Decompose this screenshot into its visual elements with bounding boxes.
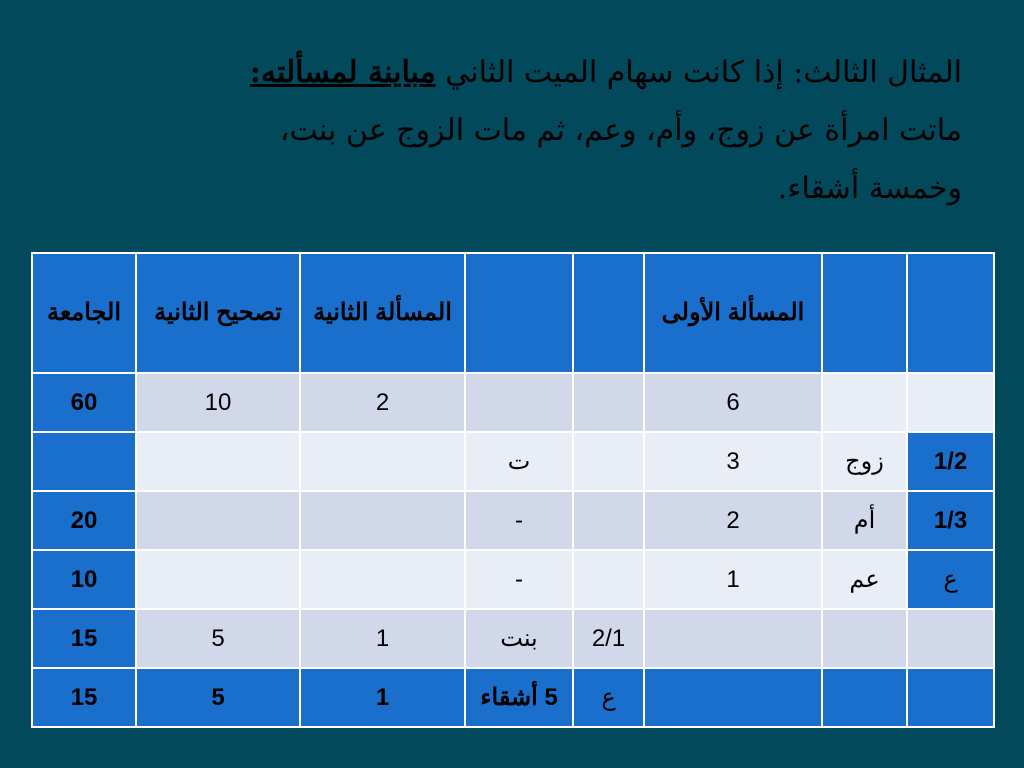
table-row xyxy=(32,432,994,491)
table-cell: 15 xyxy=(32,668,136,727)
table-cell: ع xyxy=(907,550,994,609)
header-first-problem: المسألة الأولى xyxy=(644,253,822,373)
table-cell: 6 xyxy=(644,373,822,432)
table-cell: 3 xyxy=(644,432,822,491)
table-cell: أم xyxy=(822,491,907,550)
table-cell: 1 xyxy=(644,550,822,609)
header-second-correction: تصحيح الثانية xyxy=(136,253,300,373)
table-cell xyxy=(907,609,994,668)
table-cell: بنت xyxy=(465,609,573,668)
table-cell xyxy=(822,668,907,727)
table-cell: 1 xyxy=(300,609,465,668)
table-cell: 60 xyxy=(32,373,136,432)
problem-statement xyxy=(120,44,962,218)
table-cell: 2 xyxy=(644,491,822,550)
table-cell xyxy=(300,550,465,609)
heading-line-1 xyxy=(120,44,962,102)
table-row xyxy=(32,609,994,668)
table-cell: 1 xyxy=(300,668,465,727)
heading-line-3: وخمسة أشقاء. xyxy=(777,171,962,206)
table-cell: 15 xyxy=(32,609,136,668)
table-cell xyxy=(907,373,994,432)
heading-prefix: المثال الثالث: إذا كانت سهام الميت الثاني xyxy=(435,55,962,90)
table-cell xyxy=(573,373,644,432)
table-cell xyxy=(822,373,907,432)
table-cell xyxy=(32,432,136,491)
table-cell xyxy=(136,491,300,550)
table-row xyxy=(32,373,994,432)
table-cell xyxy=(136,432,300,491)
table-cell xyxy=(644,668,822,727)
header-cell xyxy=(573,253,644,373)
table-row xyxy=(32,550,994,609)
table-cell: - xyxy=(465,550,573,609)
table-cell: 10 xyxy=(136,373,300,432)
table-cell: 5 xyxy=(136,668,300,727)
table-cell xyxy=(644,609,822,668)
header-second-problem: المسألة الثانية xyxy=(300,253,465,373)
table-cell: 20 xyxy=(32,491,136,550)
table-cell xyxy=(300,491,465,550)
header-row xyxy=(32,253,994,373)
heading-emphasis: مباينة لمسألته: xyxy=(249,55,436,90)
header-cell xyxy=(465,253,573,373)
table-cell xyxy=(822,609,907,668)
table-row xyxy=(32,668,994,727)
table-cell: 2/1 xyxy=(573,609,644,668)
table-cell: زوج xyxy=(822,432,907,491)
table-cell xyxy=(573,550,644,609)
table-cell: 5 أشقاء xyxy=(465,668,573,727)
header-cell xyxy=(907,253,994,373)
table-cell xyxy=(907,668,994,727)
table-cell: ت xyxy=(465,432,573,491)
header-cell xyxy=(822,253,907,373)
table-cell: 1/2 xyxy=(907,432,994,491)
heading-line-2: ماتت امرأة عن زوج، وأم، وعم، ثم مات الزوج عن بنت، xyxy=(279,113,962,148)
table-row xyxy=(32,491,994,550)
table-cell xyxy=(573,491,644,550)
inheritance-table xyxy=(31,252,995,728)
table-cell: - xyxy=(465,491,573,550)
table-cell: 1/3 xyxy=(907,491,994,550)
table-cell: 2 xyxy=(300,373,465,432)
table-cell xyxy=(573,432,644,491)
table-cell: 5 xyxy=(136,609,300,668)
table-cell xyxy=(465,373,573,432)
table-cell: عم xyxy=(822,550,907,609)
table-cell xyxy=(136,550,300,609)
table-cell xyxy=(300,432,465,491)
table-cell: 10 xyxy=(32,550,136,609)
header-combined: الجامعة xyxy=(32,253,136,373)
table-cell: ع xyxy=(573,668,644,727)
